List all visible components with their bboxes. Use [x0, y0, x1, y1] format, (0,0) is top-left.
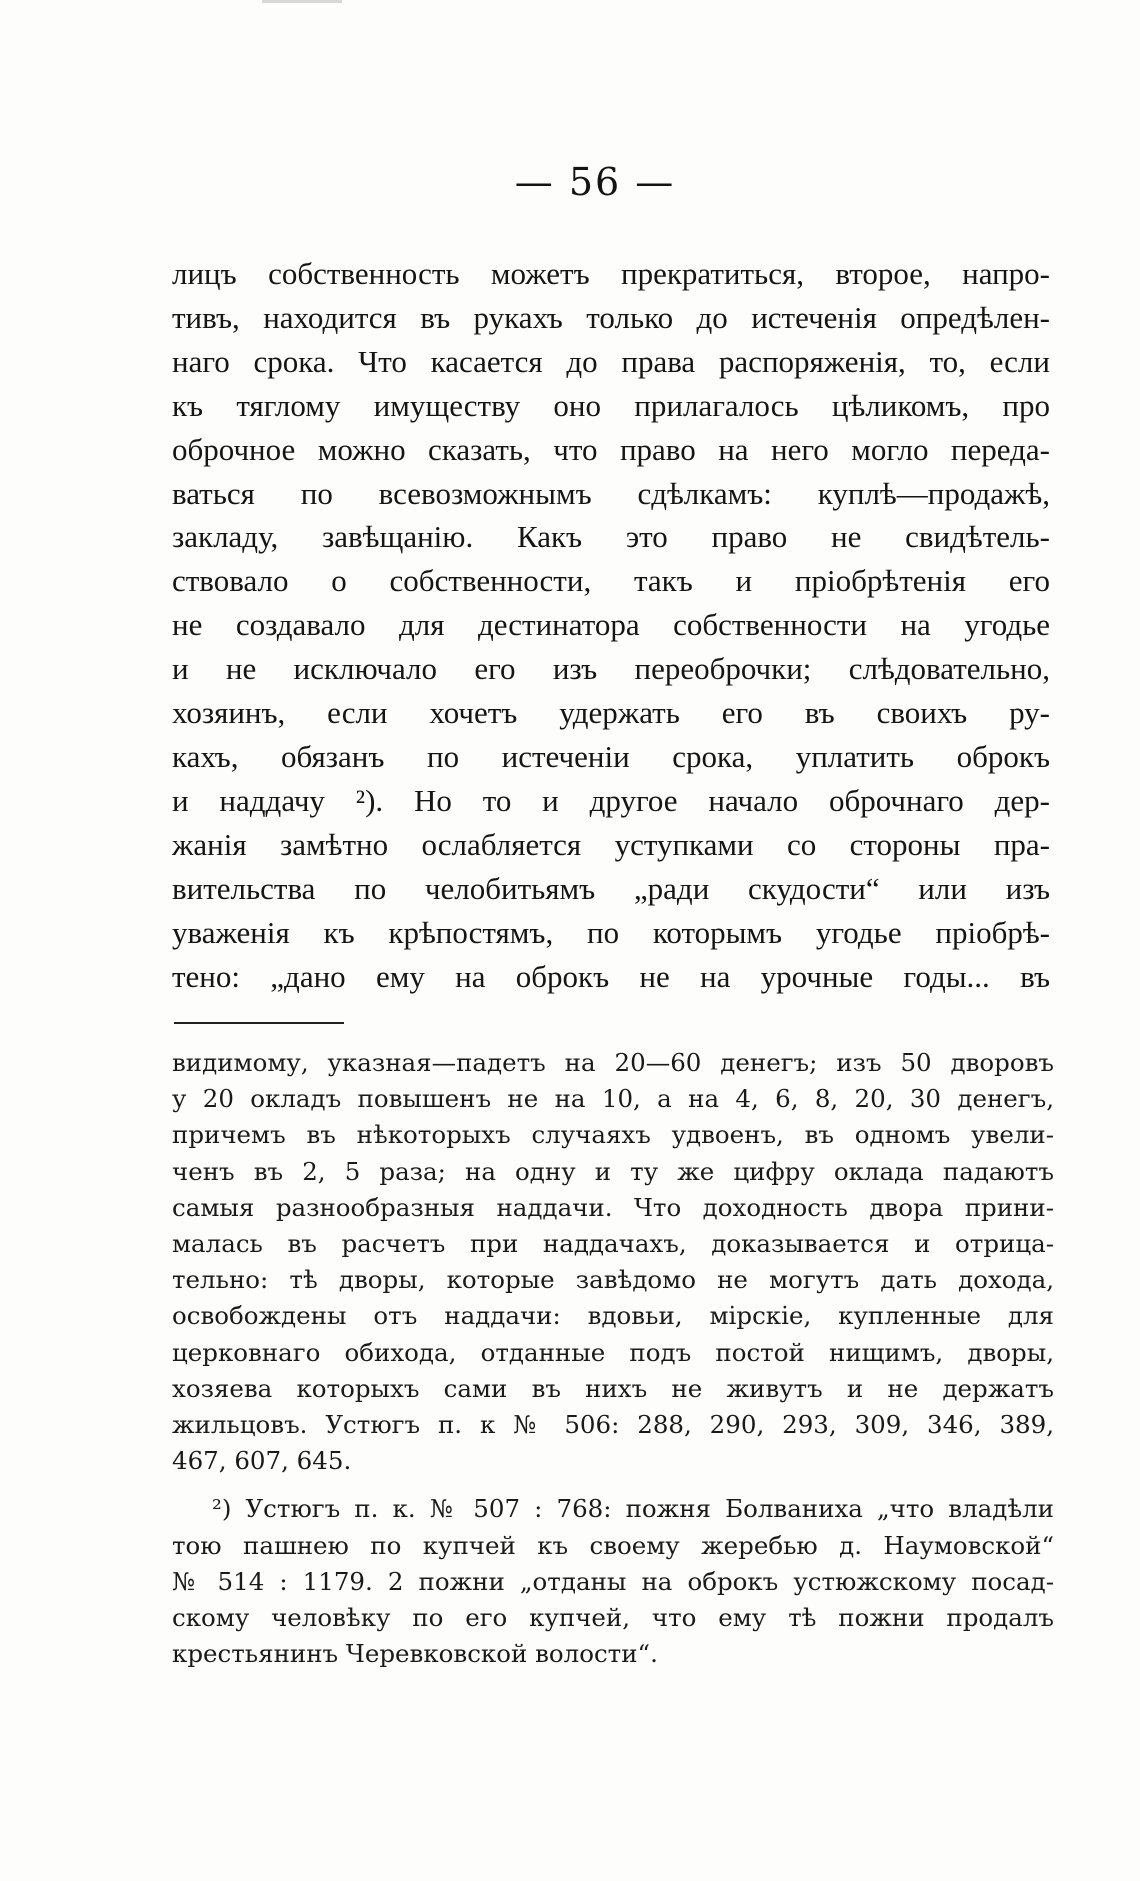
footnote-line: у 20 окладъ повышенъ не на 10, а на 4, 6, 8, 20, 30 денегъ,: [172, 1084, 1054, 1114]
body-line: закладу, завѣщанію. Какъ это право не свидѣтель-: [172, 519, 1050, 555]
footnotes: [172, 1045, 1054, 1672]
footnote-line: малась въ расчетъ при наддачахъ, доказывается и отрица-: [172, 1229, 1054, 1259]
footnote-line: тою пашнею по купчей къ своему жеребью д. Наумовской“: [172, 1530, 1054, 1560]
body-line: ствовало о собственности, такъ и пріобрѣтенія его: [172, 563, 1050, 599]
body-line: тивъ, находится въ рукахъ только до истеченія опредѣлен-: [172, 299, 1050, 335]
body-text: [172, 252, 1050, 998]
body-line: лицъ собственность можетъ прекратиться, второе, напро-: [172, 256, 1050, 291]
footnote-line: 467, 607, 645.: [172, 1446, 352, 1476]
footnote-line: церковнаго обихода, отданные подъ постой нищимъ, дворы,: [172, 1337, 1054, 1367]
body-line: и не исключало его изъ переоброчки; слѣдовательно,: [172, 651, 1050, 687]
footnote-line: ²) Устюгъ п. к. № 507 : 768: пожня Болваниха „что владѣли: [212, 1494, 1054, 1524]
page-number: — 56 —: [514, 160, 676, 204]
body-line: кахъ, обязанъ по истеченіи срока, уплатить оброкъ: [172, 738, 1050, 774]
body-line: ваться по всевозможнымъ сдѣлкамъ: куплѣ—продажѣ,: [172, 475, 1050, 511]
body-line: не создавало для дестинатора собственности на угодье: [172, 607, 1050, 643]
footnote-line: жильцовъ. Устюгъ п. к № 506: 288, 290, 293, 309, 346, 389,: [172, 1410, 1054, 1440]
footnote-line: тельно: тѣ дворы, которые завѣдомо не могутъ дать дохода,: [172, 1265, 1054, 1295]
footnote-1: [172, 1045, 1054, 1479]
body-line: и наддачу ²). Но то и другое начало оброчнаго дер-: [172, 782, 1050, 818]
footnote-2: [172, 1491, 1054, 1672]
body-line: къ тяглому имуществу оно прилагалось цѣликомъ, про: [172, 387, 1050, 423]
footnote-line: самыя разнообразныя наддачи. Что доходность двора прини-: [172, 1192, 1054, 1222]
body-line: хозяинъ, если хочетъ удержать его въ своихъ ру-: [172, 695, 1050, 731]
body-line: наго срока. Что касается до права распоряженія, то, если: [172, 343, 1050, 379]
body-line: жанія замѣтно ослабляется уступками со стороны пра-: [172, 826, 1050, 862]
footnote-gap: [172, 1479, 1054, 1491]
footnote-line: № 514 : 1179. 2 пожни „отданы на оброкъ устюжскому посад-: [172, 1566, 1054, 1596]
body-line: вительства по челобитьямъ „ради скудости“ или изъ: [172, 870, 1050, 906]
body-line: уваженія къ крѣпостямъ, по которымъ угодье пріобрѣ-: [172, 914, 1050, 950]
body-line: оброчное можно сказать, что право на него могло переда-: [172, 431, 1050, 467]
footnote-line: освобождены отъ наддачи: вдовьи, мірскіе, купленные для: [172, 1301, 1054, 1331]
body-line: тено: „дано ему на оброкъ не на урочные годы... въ: [172, 958, 1050, 994]
footnote-line: скому человѣку по его купчей, что ему тѣ пожни продалъ: [172, 1603, 1054, 1633]
footnote-line: крестьянинъ Черевковской волости“.: [172, 1639, 658, 1669]
footnote-line: видимому, указная—падетъ на 20—60 денегъ; изъ 50 дворовъ: [172, 1048, 1054, 1077]
scan-edge-mark: [262, 0, 342, 3]
footnote-line: ченъ въ 2, 5 раза; на одну и ту же цифру оклада падаютъ: [172, 1156, 1054, 1186]
footnote-separator: [174, 1022, 344, 1024]
footnote-line: причемъ въ нѣкоторыхъ случаяхъ удвоенъ, въ одномъ увели-: [172, 1120, 1054, 1150]
footnote-line: хозяева которыхъ сами въ нихъ не живутъ и не держатъ: [172, 1373, 1054, 1403]
